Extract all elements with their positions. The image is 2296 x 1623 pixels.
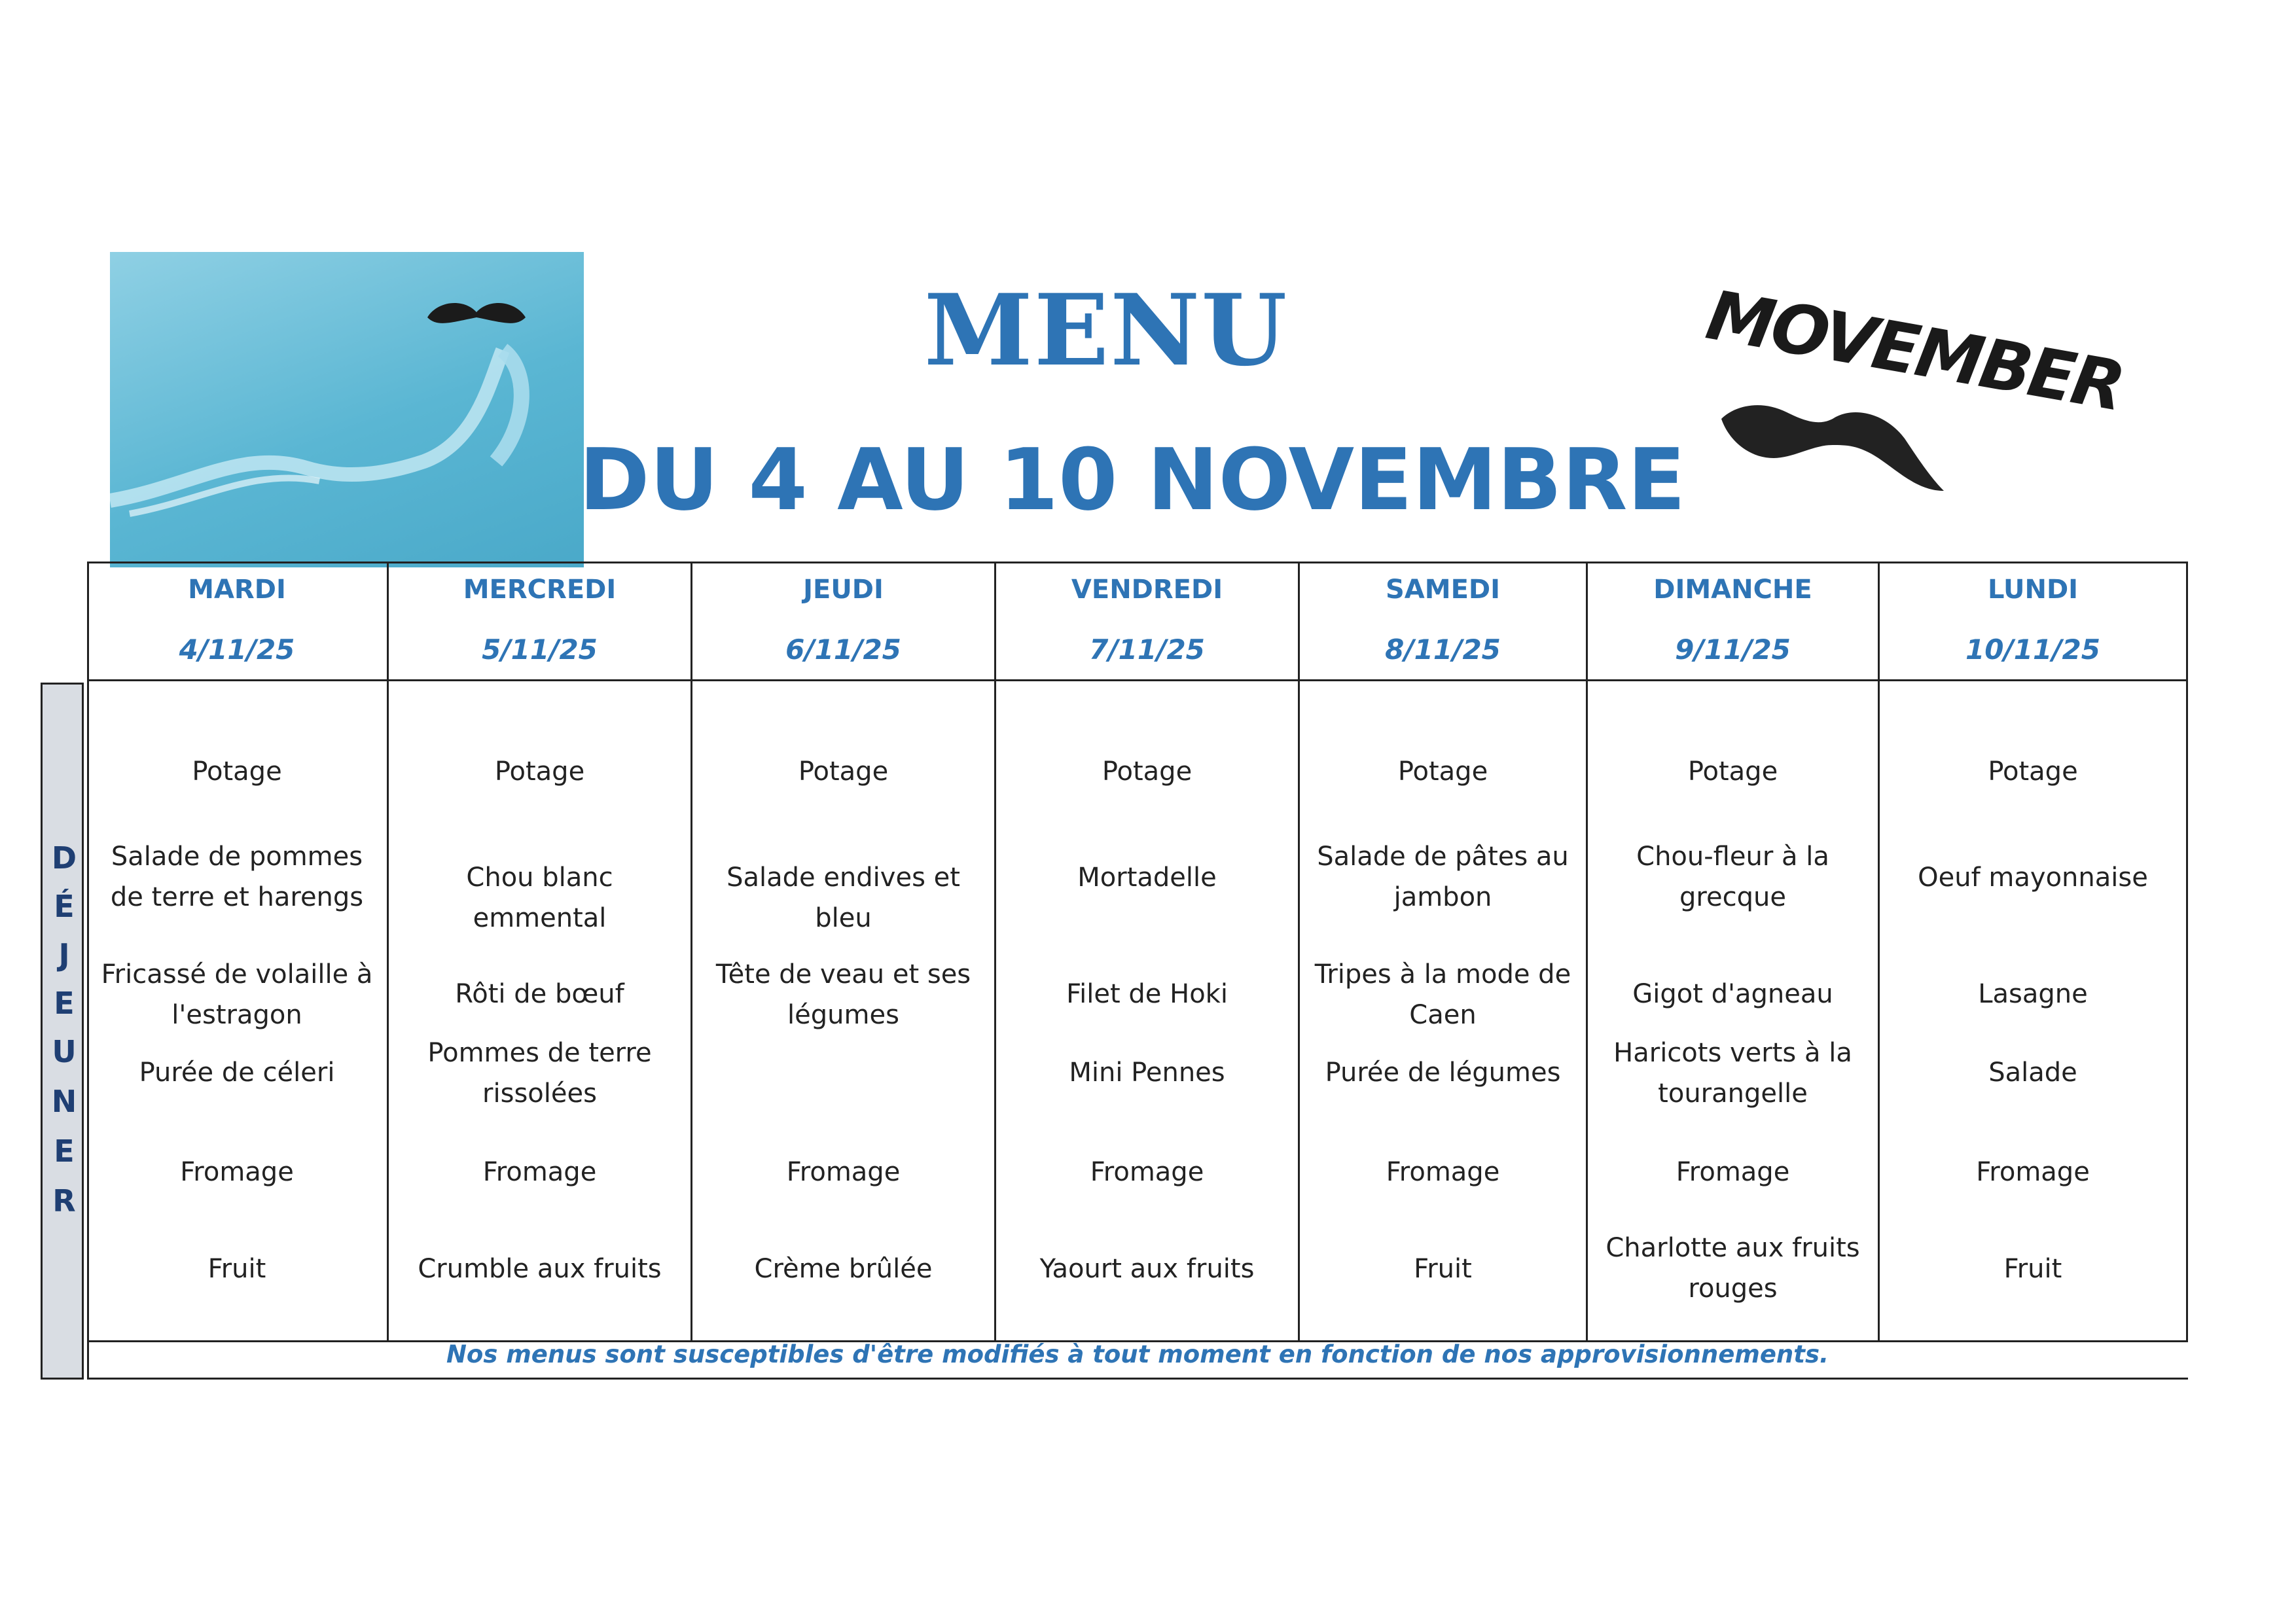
day-name: DIMANCHE [1653,575,1812,605]
day-date: 9/11/25 [1675,633,1791,666]
dish-dessert: Yaourt aux fruits [1039,1254,1255,1284]
movember-logo-text: MOVEMBER [1700,275,2128,427]
dish-soup: Potage [1102,757,1193,787]
day-name: LUNDI [1987,575,2079,605]
dish-soup: Potage [1397,757,1488,787]
day-date: 7/11/25 [1089,633,1205,666]
dish-side: Pommes de terre rissolées [427,1038,652,1109]
dish-side: Purée de céleri [139,1058,335,1088]
dish-cheese: Fromage [1386,1157,1500,1187]
dish-cheese: Fromage [1090,1157,1204,1187]
dish-main: Gigot d'agneau [1632,979,1833,1009]
dish-cheese: Fromage [482,1157,597,1187]
table-border [87,1378,2188,1380]
day-header-mercredi [389,562,691,679]
footnote: Nos menus sont susceptibles d'être modifiés à tout moment en fonction de nos approvisionnements. [446,1340,1829,1368]
dish-main: Lasagne [1978,979,2088,1009]
day-column-lundi [1880,679,2186,1340]
ribbon-illustration [110,252,584,567]
dish-side: Purée de légumes [1325,1058,1561,1088]
dish-main: Tripes à la mode de Caen [1314,959,1571,1030]
day-name: VENDREDI [1071,575,1223,605]
day-column-mercredi [389,679,691,1340]
dish-starter: Oeuf mayonnaise [1918,863,2148,893]
day-header-mardi [87,562,387,679]
day-name: JEUDI [803,575,884,605]
dejeuner-label [41,683,84,1380]
day-date: 10/11/25 [1965,633,2101,666]
dish-side: Haricots verts à la tourangelle [1613,1038,1852,1109]
dish-main: Fricassé de volaille à l'estragon [101,959,373,1030]
day-header-dimanche [1588,562,1878,679]
day-header-vendredi [996,562,1298,679]
side-letter: U [52,1034,77,1069]
dish-side: Mini Pennes [1069,1058,1225,1088]
dish-dessert: Fruit [2003,1254,2062,1284]
dish-soup: Potage [1687,757,1778,787]
ribbon-icon [110,350,522,514]
dish-soup: Potage [192,757,282,787]
day-header-lundi [1880,562,2186,679]
dish-soup: Potage [494,757,585,787]
dish-soup: Potage [1988,757,2078,787]
side-letter: D [51,840,77,876]
day-date: 6/11/25 [785,633,901,666]
day-column-vendredi [996,679,1298,1340]
dish-starter: Chou blanc emmental [466,863,613,933]
day-column-dimanche [1588,679,1878,1340]
day-header-jeudi [692,562,994,679]
side-letter: N [51,1084,77,1119]
day-date: 8/11/25 [1385,633,1501,666]
movember-logo [1700,262,2128,510]
dish-starter: Salade endives et bleu [726,863,960,933]
day-name: MARDI [188,575,286,605]
dish-starter: Salade de pommes de terre et harengs [110,842,364,912]
moustache-icon [427,303,526,323]
day-header-samedi [1300,562,1586,679]
day-column-samedi [1300,679,1586,1340]
movember-photo [110,252,584,567]
dish-main: Tête de veau et ses légumes [715,959,971,1030]
dish-soup: Potage [798,757,889,787]
side-letter: É [54,889,75,924]
dish-dessert: Fruit [1414,1254,1472,1284]
day-name: MERCREDI [463,575,617,605]
dish-cheese: Fromage [1976,1157,2090,1187]
table-border [2186,562,2188,1340]
dish-dessert: Fruit [207,1254,266,1284]
menu-table [87,562,2188,1342]
side-letter: J [58,937,70,972]
moustache-icon [1721,393,1944,497]
page-title: MENU [924,273,1289,388]
dish-dessert: Charlotte aux fruits rouges [1605,1233,1860,1304]
dish-cheese: Fromage [180,1157,294,1187]
dish-side: Salade [1988,1058,2077,1088]
dish-starter: Chou-fleur à la grecque [1636,842,1829,912]
day-name: SAMEDI [1386,575,1500,605]
dish-cheese: Fromage [1676,1157,1790,1187]
dish-starter: Mortadelle [1077,863,1217,893]
day-column-jeudi [692,679,994,1340]
dish-cheese: Fromage [786,1157,901,1187]
dish-dessert: Crème brûlée [754,1254,933,1284]
day-date: 4/11/25 [179,633,295,666]
dish-main: Rôti de bœuf [455,979,624,1009]
dish-starter: Salade de pâtes au jambon [1317,842,1569,912]
dish-main: Filet de Hoki [1066,979,1228,1009]
side-letter: E [54,1133,75,1169]
dish-dessert: Crumble aux fruits [418,1254,662,1284]
side-letter: R [52,1183,76,1219]
page-subtitle: DU 4 AU 10 NOVEMBRE [579,430,1686,529]
day-date: 5/11/25 [482,633,598,666]
side-letter: E [54,986,75,1021]
day-column-mardi [87,679,387,1340]
